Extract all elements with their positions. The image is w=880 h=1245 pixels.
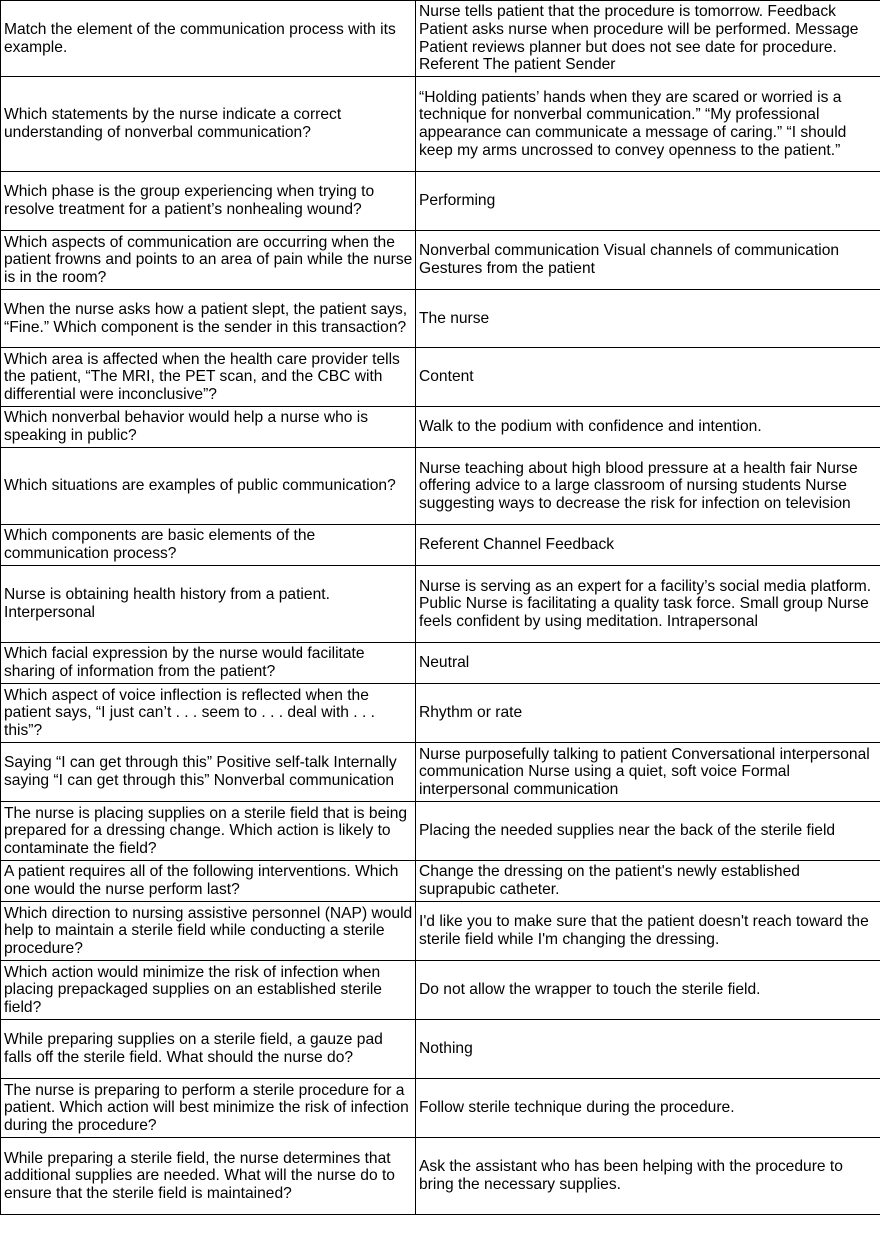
answer-cell: Nurse is serving as an expert for a facility’s social media platform. Public Nurse is facilitating a quality task force. Small group Nurse feels confident by using meditation. Intrapersonal <box>416 566 880 643</box>
question-cell: Which phase is the group experiencing when trying to resolve treatment for a patient’s nonhealing wound? <box>1 172 416 231</box>
question-cell: While preparing a sterile field, the nurse determines that additional supplies are needed. What will the nurse do to ensure that the sterile field is maintained? <box>1 1138 416 1215</box>
question-cell: Which direction to nursing assistive personnel (NAP) would help to maintain a sterile field while conducting a sterile procedure? <box>1 902 416 961</box>
table-row <box>1 802 880 861</box>
answer-cell: Nurse purposefully talking to patient Conversational interpersonal communication Nurse using a quiet, soft voice Formal interpersonal communication <box>416 743 880 802</box>
question-cell: Which area is affected when the health care provider tells the patient, “The MRI, the PET scan, and the CBC with differential were inconclusive”? <box>1 348 416 407</box>
table-row <box>1 407 880 448</box>
table-row <box>1 77 880 172</box>
table-row <box>1 566 880 643</box>
answer-cell: Change the dressing on the patient's newly established suprapubic catheter. <box>416 861 880 902</box>
table-row <box>1 1 880 77</box>
answer-cell: Placing the needed supplies near the back of the sterile field <box>416 802 880 861</box>
answer-cell: Content <box>416 348 880 407</box>
question-cell: Match the element of the communication process with its example. <box>1 1 416 77</box>
question-cell: While preparing supplies on a sterile field, a gauze pad falls off the sterile field. What should the nurse do? <box>1 1020 416 1079</box>
answer-cell: Neutral <box>416 643 880 684</box>
table-row <box>1 961 880 1020</box>
question-cell: Saying “I can get through this” Positive self-talk Internally saying “I can get through this” Nonverbal communication <box>1 743 416 802</box>
table-row <box>1 231 880 290</box>
answer-cell: Ask the assistant who has been helping with the procedure to bring the necessary supplies. <box>416 1138 880 1215</box>
question-cell: Which aspects of communication are occurring when the patient frowns and points to an area of pain while the nurse is in the room? <box>1 231 416 290</box>
answer-cell: Do not allow the wrapper to touch the sterile field. <box>416 961 880 1020</box>
question-cell: Which components are basic elements of the communication process? <box>1 525 416 566</box>
answer-cell: Rhythm or rate <box>416 684 880 743</box>
question-cell: Nurse is obtaining health history from a patient. Interpersonal <box>1 566 416 643</box>
table-row <box>1 1138 880 1215</box>
answer-cell: Follow sterile technique during the procedure. <box>416 1079 880 1138</box>
question-cell: Which nonverbal behavior would help a nurse who is speaking in public? <box>1 407 416 448</box>
question-cell: A patient requires all of the following interventions. Which one would the nurse perform last? <box>1 861 416 902</box>
answer-cell: Referent Channel Feedback <box>416 525 880 566</box>
question-cell: Which aspect of voice inflection is reflected when the patient says, “I just can’t . . . seem to . . . deal with . . . this”? <box>1 684 416 743</box>
table-row <box>1 448 880 525</box>
answer-cell: Nurse teaching about high blood pressure at a health fair Nurse offering advice to a large classroom of nursing students Nurse suggesting ways to decrease the risk for infection on television <box>416 448 880 525</box>
table-row <box>1 743 880 802</box>
answer-cell: Nothing <box>416 1020 880 1079</box>
table-row <box>1 525 880 566</box>
table-row <box>1 684 880 743</box>
answer-cell: I'd like you to make sure that the patient doesn't reach toward the sterile field while I'm changing the dressing. <box>416 902 880 961</box>
table-row <box>1 1079 880 1138</box>
answer-cell: Nonverbal communication Visual channels of communication Gestures from the patient <box>416 231 880 290</box>
table-row <box>1 348 880 407</box>
answer-cell: “Holding patients’ hands when they are scared or worried is a technique for nonverbal communication.” “My professional appearance can communicate a message of caring.” “I should keep my arms uncrossed to convey openness to the patient.” <box>416 77 880 172</box>
question-cell: Which situations are examples of public communication? <box>1 448 416 525</box>
table-row <box>1 172 880 231</box>
question-cell: Which statements by the nurse indicate a correct understanding of nonverbal communication? <box>1 77 416 172</box>
table-row <box>1 902 880 961</box>
answer-cell: The nurse <box>416 290 880 348</box>
answer-cell: Walk to the podium with confidence and intention. <box>416 407 880 448</box>
question-cell: The nurse is preparing to perform a sterile procedure for a patient. Which action will best minimize the risk of infection during the procedure? <box>1 1079 416 1138</box>
answer-cell: Performing <box>416 172 880 231</box>
table-row <box>1 861 880 902</box>
question-cell: The nurse is placing supplies on a sterile field that is being prepared for a dressing change. Which action is likely to contaminate the field? <box>1 802 416 861</box>
question-cell: Which action would minimize the risk of infection when placing prepackaged supplies on an established sterile field? <box>1 961 416 1020</box>
table-row <box>1 643 880 684</box>
table-row <box>1 290 880 348</box>
table-row <box>1 1020 880 1079</box>
question-cell: Which facial expression by the nurse would facilitate sharing of information from the patient? <box>1 643 416 684</box>
answer-cell: Nurse tells patient that the procedure is tomorrow. Feedback Patient asks nurse when procedure will be performed. Message Patient reviews planner but does not see date for procedure. Referent The patient Sender <box>416 1 880 77</box>
question-cell: When the nurse asks how a patient slept, the patient says, “Fine.” Which component is the sender in this transaction? <box>1 290 416 348</box>
